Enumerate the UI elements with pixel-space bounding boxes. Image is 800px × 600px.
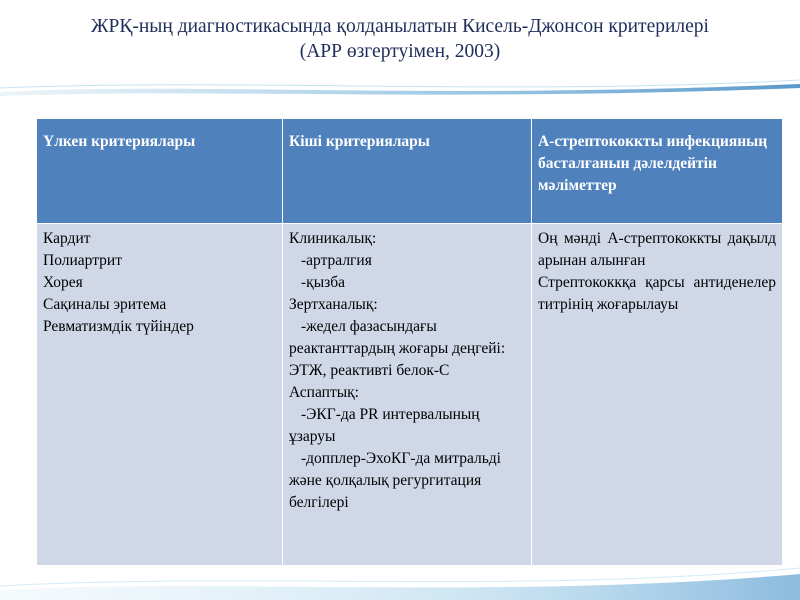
table-row bbox=[37, 224, 783, 566]
list-item: Хорея bbox=[43, 274, 83, 291]
list-item: Кардит bbox=[43, 230, 91, 247]
list-item: -артралгия bbox=[301, 252, 372, 269]
list-item: -қызба bbox=[301, 274, 345, 291]
title-line-2: (АРР өзгертуімен, 2003) bbox=[299, 41, 501, 62]
minor-criteria-cell bbox=[283, 224, 532, 566]
major-criteria-cell bbox=[37, 224, 283, 566]
list-item: -жедел фазасындағы реактанттардың жоғары деңгейі: ЭТЖ, реактивті белок-С bbox=[289, 318, 506, 379]
list-item: Клиникалық: bbox=[289, 230, 377, 247]
header-major: Үлкен критериялары bbox=[37, 119, 283, 224]
header-minor: Кіші критериялары bbox=[283, 119, 532, 224]
decorative-wave-top bbox=[0, 78, 800, 100]
list-item: Оң мәнді А-стрептококкты дақылд арынан алынған bbox=[538, 230, 776, 269]
list-item: Зертханалық: bbox=[289, 296, 378, 313]
title-line-1: ЖРҚ-ның диагностикасында қолданылатын Кисель-Джонсон критерилері bbox=[91, 16, 709, 37]
list-item: Сақиналы эритема bbox=[43, 296, 167, 313]
list-item: Стрептококкқа қарсы антиденелер титрінің жоғарылауы bbox=[538, 274, 776, 313]
list-item: -ЭКГ-да PR интервалының ұзаруы bbox=[289, 406, 480, 445]
evidence-cell bbox=[532, 224, 783, 566]
table-header-row bbox=[37, 119, 783, 224]
decorative-wave-bottom bbox=[0, 560, 800, 600]
list-item: Аспаптық: bbox=[289, 384, 359, 401]
list-item: Ревматизмдік түйіндер bbox=[43, 318, 194, 335]
header-evidence: А-стрептококкты инфекцияның басталғанын дәлелдейтін мәліметтер bbox=[532, 119, 783, 224]
criteria-table bbox=[36, 118, 783, 566]
list-item: Полиартрит bbox=[43, 252, 122, 269]
slide-title bbox=[20, 14, 780, 64]
list-item: -допплер-ЭхоКГ-да митральді және қолқалық регургитация белгілері bbox=[289, 450, 501, 511]
